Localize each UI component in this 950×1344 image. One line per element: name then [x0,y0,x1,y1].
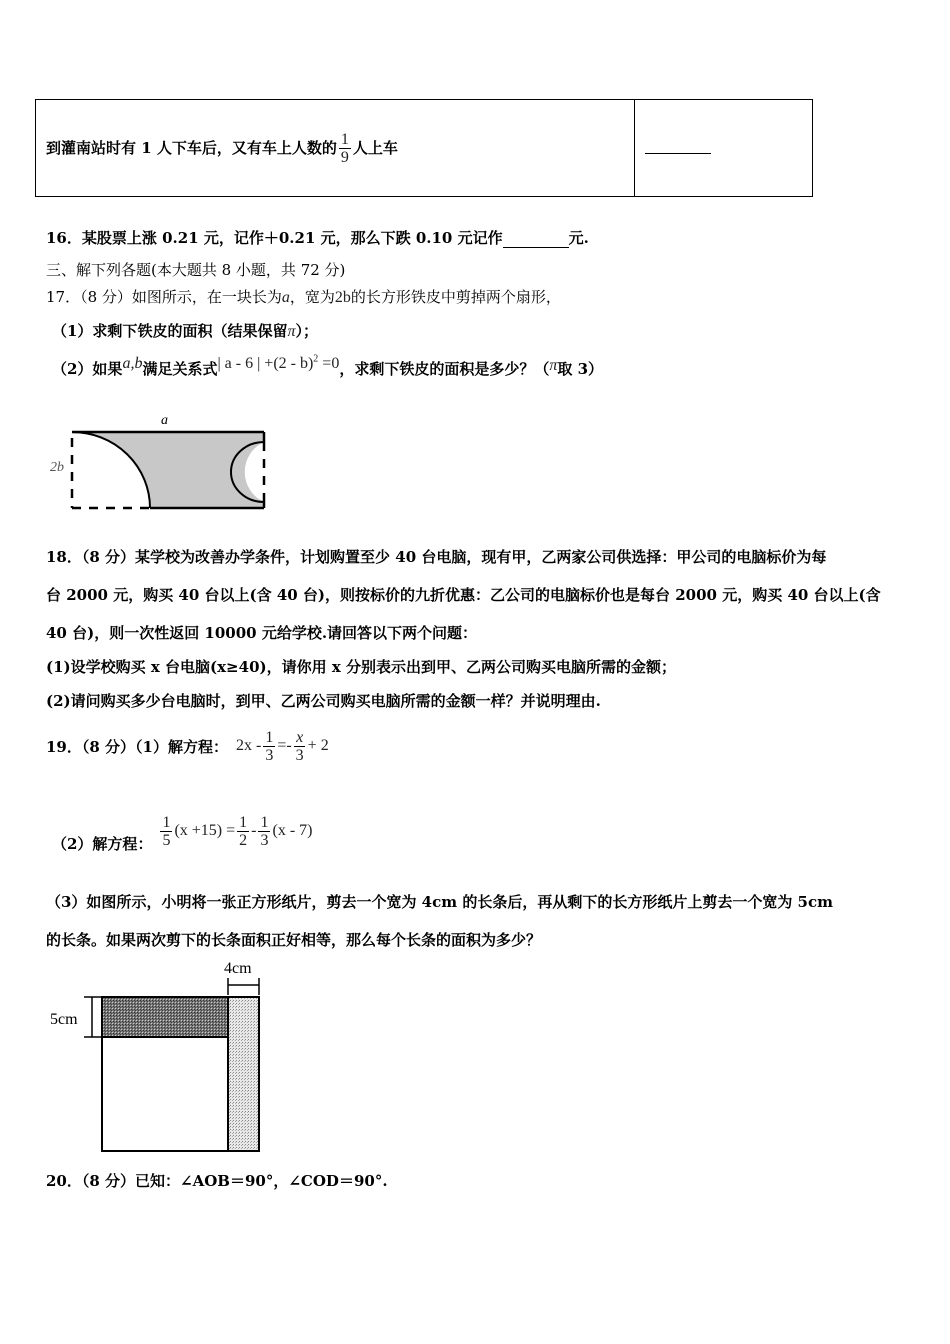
q17-mid: ，宽为 [289,288,335,306]
pi-symbol: π [287,323,296,340]
eq1-f1-num: 1 [265,728,274,746]
eq2-term-c: (x - 7) [272,821,313,839]
q17-suffix: 的长方形铁皮中剪掉两个扇形， [350,288,561,306]
equation-1 [236,729,329,764]
q16-text: 16．某股票上涨 0.21 元，记作＋0.21 元，那么下跌 0.10 元记作 [46,229,503,247]
q16-suffix: 元. [568,229,589,247]
eq1-f2-den: 3 [295,746,304,764]
eq1-term-c: + 2 [307,736,329,754]
question-17-part1 [52,320,318,341]
eq2-f3-den: 3 [260,831,269,849]
eq2-term-a: (x +15) = [174,821,236,839]
question-19-part1 [46,722,329,770]
table-answer-cell[interactable] [635,100,813,197]
formula-body: | a - 6 | +(2 - b) [217,355,314,372]
answer-blank[interactable] [645,152,711,154]
table-cell-text-after: 人上车 [352,138,398,157]
question-19-part3-line2: 的长条。如果两次剪下的长条面积正好相等，那么每个长条的面积为多少？ [46,931,542,949]
question-18-line3: 40 台)，则一次性返回 10000 元给学校.请回答以下两个问题： [46,624,478,642]
eq2-f2-den: 2 [239,831,248,849]
formula-exponent: 2 [313,353,319,365]
eq1-term-b: =- [277,736,292,754]
question-18-line2: 台 2000 元，购买 40 台以上(含 40 台)，则按标价的九折优惠：乙公司的电脑标价也是每台 2000 元，购买 40 台以上(含 [46,586,881,604]
eq2-f1-num: 1 [162,813,171,831]
question-17-stem [46,286,561,307]
table-cell-text: 到灌南站时有 1 人下车后，又有车上人数的 [46,138,337,157]
q17-part2-mid: 满足关系式 [142,360,218,378]
fig-label-4cm: 4cm [224,960,252,977]
question-20: 20．（8 分）已知：∠AOB＝90°，∠COD＝90°. [46,1172,388,1190]
vars-ab: a,b [122,355,143,372]
fig-label-a: a [161,413,168,428]
eq2-f3-num: 1 [260,813,269,831]
eq2-term-b: - [251,821,257,839]
q17-part1-after: ）； [295,322,318,340]
equation-2 [158,814,312,849]
eq2-f1-den: 5 [162,831,171,849]
question-18-sub2: (2)请问购买多少台电脑时，到甲、乙两公司购买电脑所需的金额一样？并说明理由. [46,692,601,710]
eq1-fraction-1 [263,729,275,764]
q17-part2-suffix: ，求剩下铁皮的面积是多少？（ [339,360,550,378]
eq1-f2-num: x [296,728,304,746]
question-16 [46,227,589,248]
shaded-remaining-region [72,432,264,508]
pi-symbol-2: π [549,357,558,374]
question-19-part2 [52,803,312,859]
q19-figure [44,955,274,1155]
fig-label-5cm: 5cm [50,1011,78,1028]
eq1-f1-den: 3 [265,746,274,764]
strip-5cm [102,997,228,1037]
var-a: a [281,289,290,306]
eq2-fraction-3 [258,814,270,849]
table-question-cell [36,100,635,197]
question-18-line1: 18．（8 分）某学校为改善办学条件，计划购置至少 40 台电脑，现有甲，乙两家公司供选择：甲公司的电脑标价为每 [46,548,827,566]
eq2-fraction-1 [160,814,172,849]
answer-table [35,99,813,197]
q17-figure [44,408,274,516]
question-19-part3-line1: （3）如图所示，小明将一张正方形纸片，剪去一个宽为 4cm 的长条后，再从剩下的长方形纸片上剪去一个宽为 5cm [46,893,833,911]
q17-part1-text: （1）求剩下铁皮的面积（结果保留 [52,322,288,340]
q19-part1-label: 19．（8 分）（1）解方程： [46,737,228,756]
q16-answer-blank[interactable] [503,229,569,248]
eq1-fraction-2 [294,729,306,764]
eq2-f2-num: 1 [239,813,248,831]
eq2-fraction-2 [237,814,249,849]
q17-formula [217,355,339,372]
q17-part2-end: 取 3） [557,360,604,378]
section-3-heading: 三、解下列各题(本大题共 8 小题，共 72 分) [46,261,346,279]
q19-part2-label: （2）解方程： [52,834,153,853]
fraction-numerator: 1 [340,130,349,148]
fraction-one-ninth [339,131,351,166]
var-2b: 2b [334,289,351,306]
fraction-denominator: 9 [340,148,349,166]
q17-prefix: 17．（8 分）如图所示，在一块长为 [46,288,282,306]
strip-4cm [228,997,259,1151]
q17-part2-prefix: （2）如果 [52,360,123,378]
question-17-part2 [52,353,604,379]
question-18-sub1: (1)设学校购买 x 台电脑(x≥40)，请你用 x 分别表示出到甲、乙两公司购买电脑所需的金额； [46,658,676,676]
formula-eq: =0 [322,355,340,372]
eq1-term-a: 2x - [235,736,262,754]
fig-label-2b: 2b [50,460,64,475]
